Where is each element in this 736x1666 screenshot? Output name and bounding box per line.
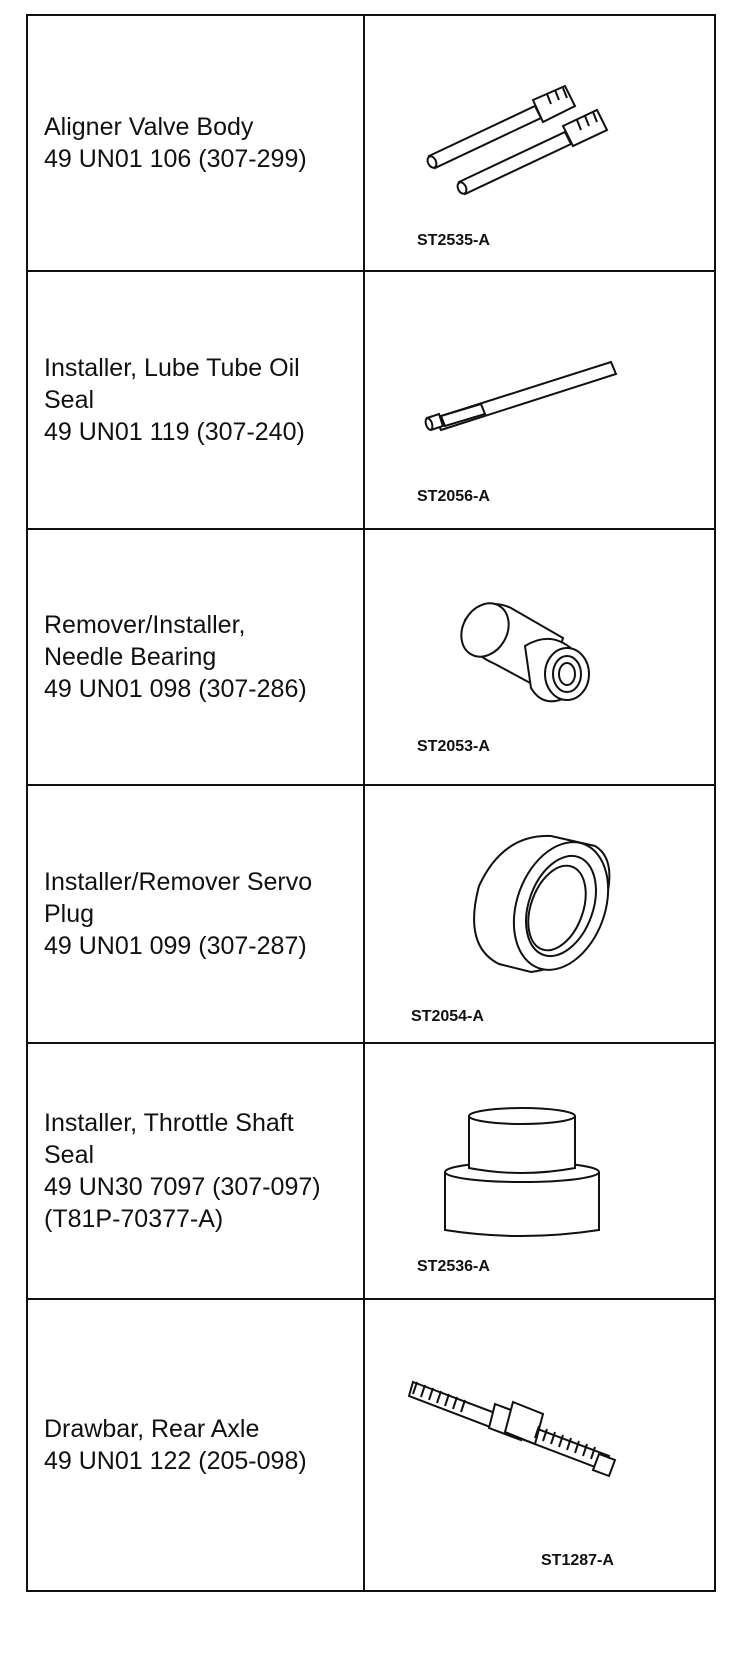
tool-description [28, 1107, 363, 1235]
tool-illustration-cell [364, 1043, 715, 1299]
tool-illustration-cell [364, 1299, 715, 1591]
tool-number: 49 UN01 098 (307-286) [44, 675, 307, 703]
table-row [27, 529, 715, 785]
installer-rod-icon [421, 352, 621, 442]
special-tools-table [26, 14, 716, 1592]
illustration-code: ST2536-A [417, 1258, 490, 1275]
illustration-code: ST2054-A [411, 1008, 484, 1025]
illustration-code: ST1287-A [541, 1552, 614, 1569]
tool-name: Remover/Installer, [44, 611, 246, 639]
tool-number-alt: (T81P-70377-A) [44, 1205, 224, 1233]
tool-description [28, 1413, 363, 1477]
tool-name: Needle Bearing [44, 643, 217, 671]
tool-name: Installer, Throttle Shaft [44, 1109, 294, 1137]
tool-number: 49 UN01 122 (205-098) [44, 1447, 307, 1475]
tool-illustration-cell [364, 529, 715, 785]
tool-description [28, 866, 363, 962]
table-row [27, 1299, 715, 1591]
table-row [27, 15, 715, 271]
tool-name: Aligner Valve Body [44, 113, 254, 141]
threaded-drawbar-icon [409, 1360, 619, 1490]
tool-name: Seal [44, 386, 95, 414]
tool-illustration-cell [364, 785, 715, 1043]
illustration-code: ST2535-A [417, 232, 490, 249]
servo-ring-icon [453, 826, 623, 986]
pin-upper [426, 86, 575, 169]
special-tools-sheet [26, 14, 710, 1654]
tool-illustration-cell [364, 15, 715, 271]
tool-description-cell [27, 271, 364, 529]
tool-description-cell [27, 1043, 364, 1299]
tool-number: 49 UN01 106 (307-299) [44, 145, 307, 173]
illustration-code: ST2053-A [417, 738, 490, 755]
tool-description-cell [27, 15, 364, 271]
tool-illustration-cell [364, 271, 715, 529]
tool-name: Installer/Remover Servo [44, 868, 313, 896]
table-row [27, 785, 715, 1043]
stepped-cylinder-icon [441, 1106, 611, 1246]
table-row [27, 1043, 715, 1299]
tool-name: Seal [44, 1141, 95, 1169]
tool-description-cell [27, 1299, 364, 1591]
tool-name: Installer, Lube Tube Oil [44, 354, 300, 382]
aligner-pins-icon [415, 86, 615, 206]
table-row [27, 271, 715, 529]
tool-name: Drawbar, Rear Axle [44, 1415, 260, 1443]
tool-description [28, 609, 363, 705]
tool-description-cell [27, 529, 364, 785]
tool-number: 49 UN01 099 (307-287) [44, 932, 307, 960]
bearing-driver-icon [455, 590, 605, 710]
tool-name: Plug [44, 900, 95, 928]
tool-description [28, 111, 363, 175]
illustration-code: ST2056-A [417, 488, 490, 505]
tool-description-cell [27, 785, 364, 1043]
tool-description [28, 352, 363, 448]
tool-number: 49 UN01 119 (307-240) [44, 418, 305, 446]
tool-number: 49 UN30 7097 (307-097) [44, 1173, 321, 1201]
